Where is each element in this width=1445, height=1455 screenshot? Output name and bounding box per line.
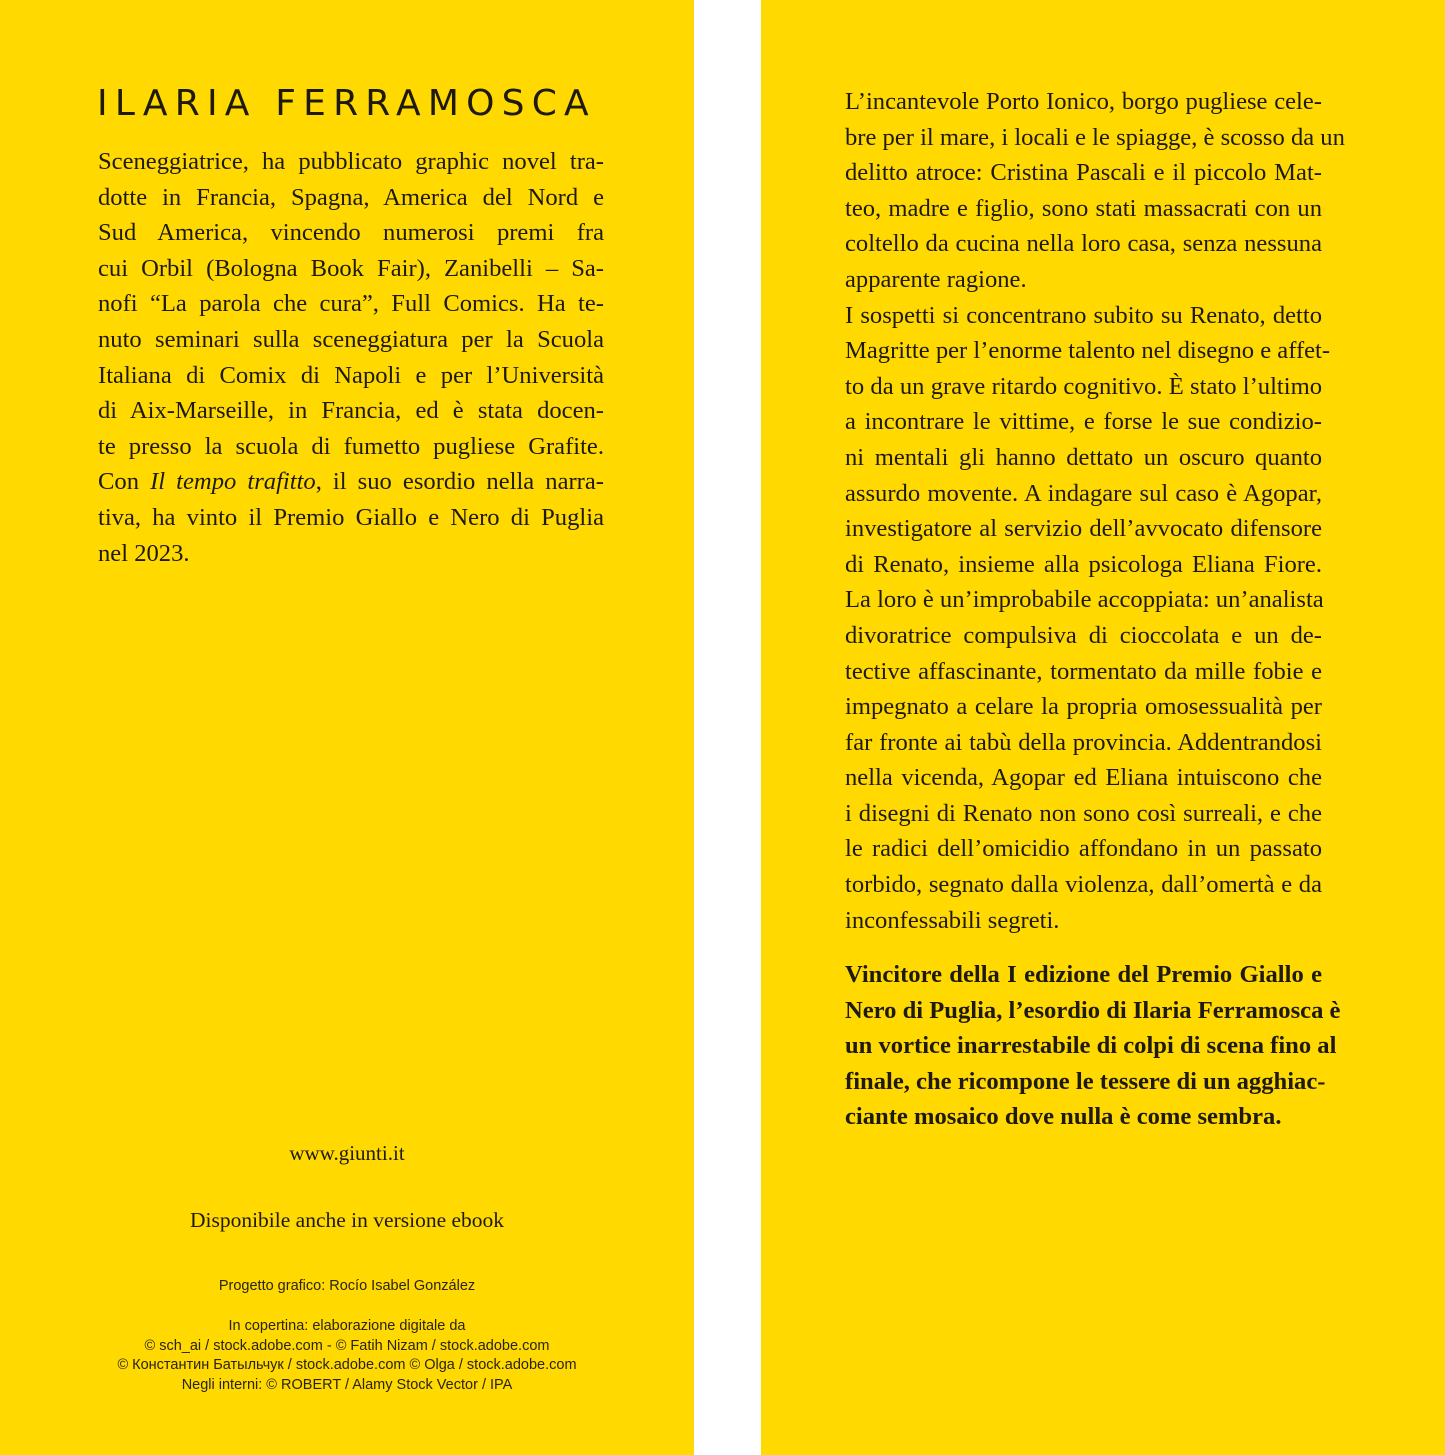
synopsis-line: bre per il mare, i locali e le spiagge, è scosso da un [845, 123, 1345, 151]
synopsis-line: apparente ragione. [845, 265, 1027, 293]
synopsis-line: nella vicenda, Agopar ed Eliana intuiscono che [845, 764, 1322, 792]
award-blurb [845, 957, 1341, 1135]
synopsis-line: coltello da cucina nella loro casa, senza nessuna [845, 230, 1322, 258]
synopsis-line: L’incantevole Porto Ionico, borgo pugliese cele- [845, 88, 1322, 115]
credit-line: © Константин Батыльчук / stock.adobe.com © Olga / stock.adobe.com [117, 1357, 577, 1374]
book-synopsis [845, 84, 1345, 938]
left-flap-panel [0, 0, 694, 1455]
bio-line: nel 2023. [98, 539, 190, 567]
publisher-website-link[interactable]: www.giunti.it [289, 1141, 405, 1165]
credit-line: Negli interni: © ROBERT / Alamy Stock Vector / IPA [181, 1376, 513, 1393]
synopsis-line: La loro è un’improbabile accoppiata: un’analista [845, 586, 1324, 614]
synopsis-line: to da un grave ritardo cognitivo. È stato l’ultimo [845, 372, 1322, 400]
synopsis-line: i disegni di Renato non sono così surreali, e che [845, 799, 1322, 827]
synopsis-line: investigatore al servizio dell’avvocato difensore [845, 515, 1322, 543]
ebook-availability-note: Disponibile anche in versione ebook [189, 1208, 505, 1232]
book-title-italic: Il tempo trafitto [150, 468, 316, 496]
synopsis-line: teo, madre e figlio, sono stati massacrati con un [845, 194, 1322, 222]
blurb-line: un vortice inarrestabile di colpi di scena fino al [845, 1032, 1337, 1060]
cover-image-credits [0, 1317, 694, 1395]
design-credit: Progetto grafico: Rocío Isabel González [218, 1278, 476, 1294]
bio-line: nuto seminari sulla sceneggiatura per la Scuola [98, 325, 604, 353]
synopsis-line: far fronte ai tabù della provincia. Addentrandosi [845, 728, 1322, 756]
synopsis-line: di Renato, insieme alla psicologa Eliana Fiore. [845, 550, 1322, 578]
bio-line-with-title [98, 464, 604, 500]
synopsis-line: Magritte per l’enorme talento nel disegno e affet- [845, 337, 1331, 365]
blurb-line: Nero di Puglia, l’esordio di Ilaria Ferramosca è [845, 996, 1341, 1024]
author-name-heading: ILARIA FERRAMOSCA [97, 83, 596, 124]
synopsis-line: I sospetti si concentrano subito su Renato, detto [845, 301, 1322, 329]
bio-line: di Aix-Marseille, in Francia, ed è stata docen- [98, 397, 604, 425]
credit-line: In copertina: elaborazione digitale da [228, 1318, 466, 1334]
bio-line: te presso la scuola di fumetto pugliese Grafite. [98, 432, 604, 460]
blurb-line: Vincitore della I edizione del Premio Giallo e [845, 961, 1322, 988]
bio-line: Italiana di Comix di Napoli e per l’Università [98, 361, 604, 389]
synopsis-line: assurdo movente. A indagare sul caso è Agopar, [845, 479, 1322, 507]
blurb-line: finale, che ricompone le tessere di un agghiac- [845, 1067, 1326, 1095]
synopsis-line: ni mentali gli hanno dettato un oscuro quanto [845, 443, 1322, 471]
synopsis-line: delitto atroce: Cristina Pascali e il piccolo Mat- [845, 159, 1322, 187]
synopsis-line: inconfessabili segreti. [845, 906, 1060, 934]
author-bio [98, 144, 604, 571]
bio-line-prefix: Con [98, 468, 151, 496]
synopsis-line: impegnato a celare la propria omosessualità per [845, 693, 1322, 721]
bio-line: dotte in Francia, Spagna, America del Nord e [98, 183, 604, 211]
synopsis-line: torbido, segnato dalla violenza, dall’omertà e da [845, 871, 1322, 899]
bio-line: nofi “La parola che cura”, Full Comics. Ha te- [98, 290, 604, 318]
synopsis-line: a incontrare le vittime, e forse le sue condizio- [845, 408, 1322, 436]
synopsis-line: divoratrice compulsiva di cioccolata e un de- [845, 621, 1322, 649]
blurb-line: ciante mosaico dove nulla è come sembra. [845, 1103, 1282, 1131]
bio-line: cui Orbil (Bologna Book Fair), Zanibelli – Sa- [98, 254, 604, 282]
bio-line: Sud America, vincendo numerosi premi fra [98, 219, 604, 247]
credit-line: © sch_ai / stock.adobe.com - © Fatih Nizam / stock.adobe.com [144, 1337, 550, 1354]
synopsis-line: tective affascinante, tormentato da mille fobie e [845, 657, 1322, 685]
bio-line: Sceneggiatrice, ha pubblicato graphic novel tra- [98, 148, 604, 175]
bio-line: tiva, ha vinto il Premio Giallo e Nero di Puglia [98, 503, 604, 531]
right-flap-panel [761, 0, 1445, 1455]
bio-line-suffix: , il suo esordio nella narra- [315, 468, 604, 496]
synopsis-line: le radici dell’omicidio affondano in un passato [845, 835, 1322, 863]
